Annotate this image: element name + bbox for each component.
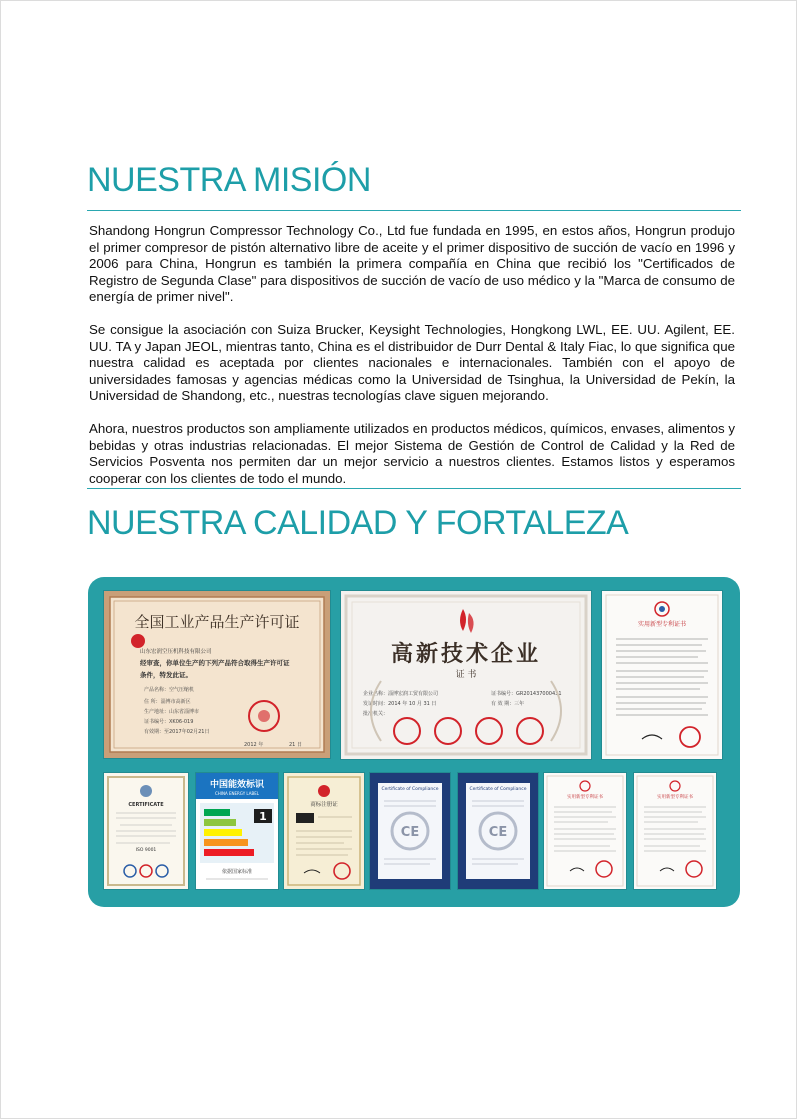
trademark-title: 商标注册证 (310, 802, 338, 808)
patent-certificate-2 (544, 773, 626, 889)
high-tech-title: 高新技术企业 (390, 641, 542, 667)
high-tech-subtitle: 证 书 (455, 670, 477, 680)
quality-divider (87, 488, 741, 489)
patent-3-artwork (634, 773, 716, 889)
quality-heading: NUESTRA CALIDAD Y FORTALEZA (87, 504, 629, 542)
industrial-license-product: 产品名称：空气压缩机 (144, 687, 195, 693)
high-tech-artwork (341, 591, 591, 759)
industrial-license-emblem (131, 634, 145, 648)
energy-label-artwork (196, 773, 278, 889)
patent-3-title: 实用新型专利证书 (657, 795, 693, 800)
certificates-panel (88, 577, 740, 907)
ce-1-mark: CE (400, 825, 420, 840)
high-tech-number: 证书编号：GR201437000431 (491, 691, 562, 697)
ce-compliance-certificate-2 (458, 773, 538, 889)
energy-label-title: 中国能效标识 (209, 780, 265, 790)
ce-2-mark: CE (488, 825, 508, 840)
industrial-license-number: 证书编号：XK06-019 (144, 719, 194, 725)
high-tech-certificate (341, 591, 591, 759)
patent-1-artwork (602, 591, 722, 759)
ce-1-title: Certificate of Compliance (381, 787, 439, 792)
mission-paragraph-2: Se consigue la asociación con Suiza Brucker, Keysight Technologies, Hongkong LWL, EE. UU. Agilent, EE. UU. TA y Japan JEOL, mientras tanto, China es el distribuidor de Durr Dental & Italy Fiac, lo que significa que nuestra calidad es aceptada por clientes nacionales e internacionales. También con el apoyo de universidades famosas y agencias médicas como la Universidad de Tsinghua, la Universidad de Pekín, la Universidad de Shandong, etc., nuestras tecnologías clave siguen mejorando. (89, 321, 735, 404)
high-tech-validity: 有 效 期：三年 (491, 701, 525, 707)
iso-emblem (140, 785, 152, 797)
industrial-license-certificate (104, 591, 330, 758)
iso-certificate (104, 773, 188, 889)
energy-label-certificate (196, 773, 278, 889)
ce-2-title: Certificate of Compliance (469, 787, 527, 792)
ce-1-artwork (370, 773, 450, 889)
industrial-license-line2: 条件，特发此证。 (140, 671, 192, 679)
industrial-license-date: 2012 年 (244, 742, 264, 748)
mission-divider (87, 210, 741, 211)
mission-body (89, 223, 735, 503)
high-tech-issuer: 批准机关： (363, 711, 389, 717)
industrial-license-validity: 有效期：至2017年02月21日 (144, 729, 210, 735)
mission-paragraph-1: Shandong Hongrun Compressor Technology Co., Ltd fue fundada en 1995, en estos años, Hongrun produjo el primer compresor de pistón alternativo libre de aceite y el primer dispositivo de succión de vacío en 1996 y 2006 para China, Hongrun es también la primera compañía en China que recibió los "Certificados de Registro de Segunda Clase" para dispositivos de succión de vacío de uso médico y la "Marca de consumo de energía de primer nivel". (89, 223, 735, 305)
energy-label-grade: 1 (259, 810, 267, 823)
industrial-license-company: 山东宏润空压机科技有限公司 (140, 649, 212, 655)
industrial-license-line1: 经审查，你单位生产的下列产品符合取得生产许可证 (140, 659, 290, 667)
industrial-license-artwork (104, 591, 330, 758)
patent-certificate-3 (634, 773, 716, 889)
energy-label-note: 依据国家标准 (221, 869, 253, 875)
energy-label-subtitle: CHINA ENERGY LABEL (215, 791, 259, 796)
iso-artwork (104, 773, 188, 889)
trademark-certificate (284, 773, 364, 889)
mission-heading: NUESTRA MISIÓN (87, 161, 371, 199)
patent-1-title: 实用新型专利证书 (637, 621, 687, 628)
mission-paragraph-3: Ahora, nuestros productos son ampliamente utilizados en productos médicos, químicos, envases, alimentos y bebidas y otras industrias relacionadas. El mejor Sistema de Gestión de Control de Calidad y la Red de Servicios Posventa nos permiten dar un mejor servicio a nuestros clientes. Estamos listos y esperamos cooperar con los clientes de todo el mundo. (89, 420, 735, 486)
industrial-license-day: 21 日 (289, 742, 302, 748)
trademark-emblem (318, 785, 330, 797)
patent-certificate-1 (602, 591, 722, 759)
industrial-license-factory: 生产地址：山东省淄博市 (144, 709, 200, 715)
iso-title: CERTIFICATE (128, 802, 164, 808)
trademark-artwork (284, 773, 364, 889)
high-tech-company: 企业名称：淄博宏润工贸有限公司 (363, 691, 439, 697)
ce-2-artwork (458, 773, 538, 889)
ce-compliance-certificate-1 (370, 773, 450, 889)
iso-standard: ISO 9001 (135, 848, 157, 853)
patent-2-title: 实用新型专利证书 (567, 795, 603, 800)
high-tech-date: 发证时间：2014 年 10 月 31 日 (363, 701, 437, 707)
industrial-license-address: 住 所：淄博市高新区 (144, 699, 191, 705)
industrial-license-title: 全国工业产品生产许可证 (134, 613, 300, 631)
patent-2-artwork (544, 773, 626, 889)
